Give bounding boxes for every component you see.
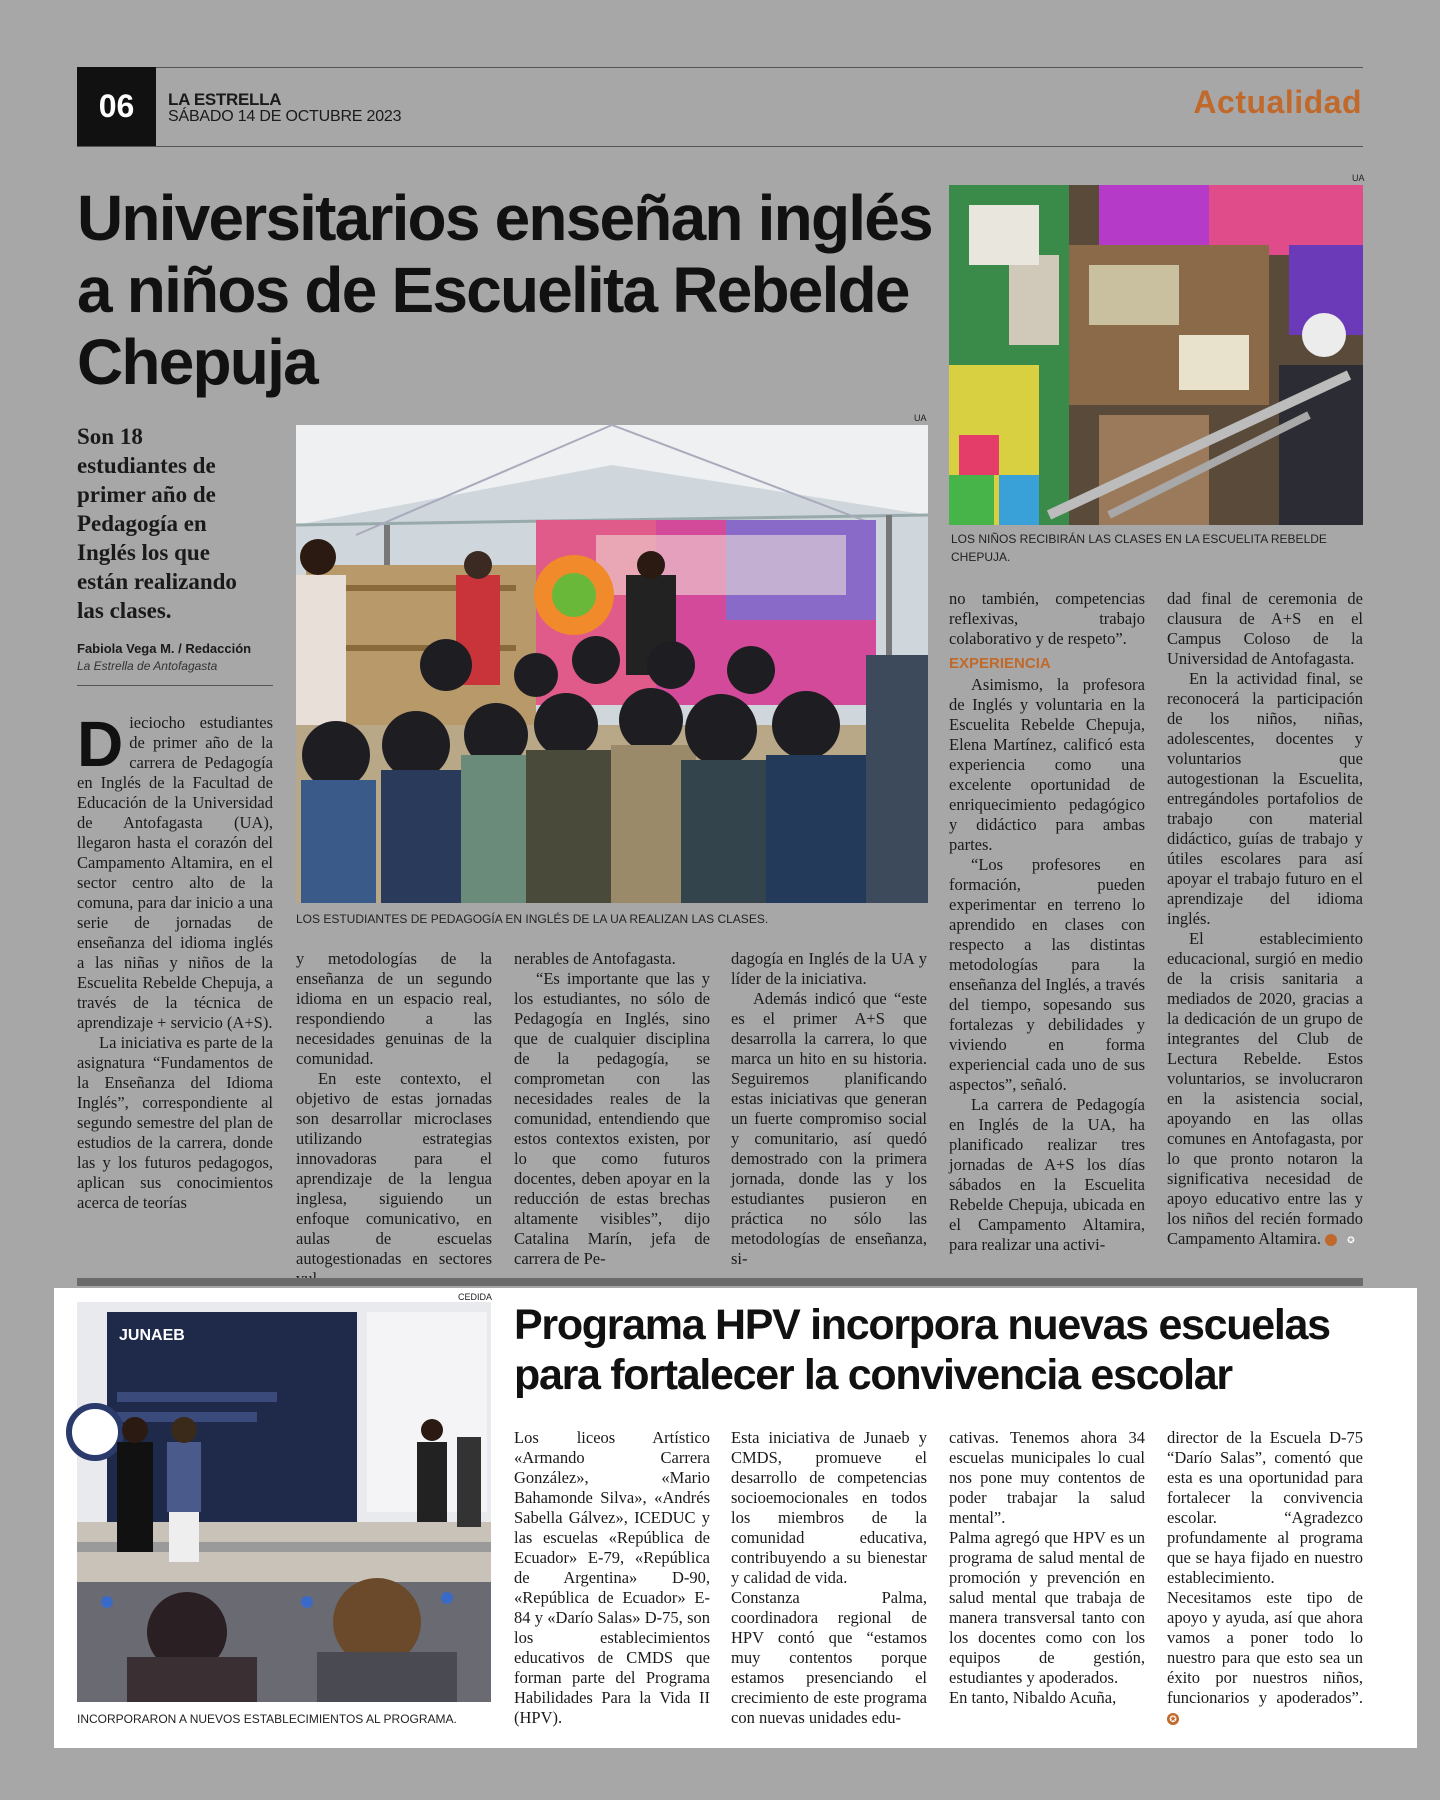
second-col3-p3: En tanto, Nibaldo Acuña, (949, 1688, 1117, 1707)
body-column-3 (514, 949, 710, 1271)
section-label: Actualidad (1193, 84, 1362, 120)
paper-date: SÁBADO 14 DE OCTUBRE 2023 (168, 108, 402, 125)
side-photo-illustration (949, 185, 1363, 525)
second-photo (77, 1302, 491, 1702)
main-photo (296, 425, 928, 903)
body-column-5 (949, 589, 1145, 1271)
page-number: 06 (77, 67, 156, 146)
body-col5-p1: no también, competencias reflexivas, trabajo colaborativo y de respeto”. (949, 589, 1145, 648)
body-col6-p2: En la actividad final, se reconocerá la participación de los niños, niñas, adolescentes, docentes y voluntarios que autogestionan la Escuelita, entregándoles portafolios de trabajo con material didáctico, guías de trabajo y útiles escolares para así apoyar el trabajo futuro en el aprendizaje del idioma inglés. (1167, 669, 1363, 928)
second-photo-caption: INCORPORARON A NUEVOS ESTABLECIMIENTOS AL PROGRAMA. (77, 1712, 457, 1726)
body-column-2 (296, 949, 492, 1271)
end-mark-icon: ✪ (1325, 1234, 1337, 1246)
byline-outlet: La Estrella de Antofagasta (77, 659, 218, 673)
body-column-6 (1167, 589, 1363, 1271)
body-col5-p2: Asimismo, la profesora de Inglés y voluntaria en la Escuelita Rebelde Chepuja, Elena Martínez, calificó esta experiencia como una excelente oportunidad de enriquecimiento pedagógico y didáctico para ambas partes. (949, 675, 1145, 854)
deck: Son 18 estudiantes de primer año de Pedagogía en Inglés los que están realizando las clases. (77, 424, 237, 623)
body-col5-p3: “Los profesores en formación, pueden experimentar en terreno lo aprendido en clases con respecto a las distintas metodologías para la enseñanza del Inglés, a través del tiempo, sopesando sus fortalezas y debilidades y viviendo en forma experiencial cada uno de sus aspectos”, señaló. (949, 855, 1145, 1094)
second-col3-p2: Palma agregó que HPV es un programa de salud mental de promoción y prevención en salud mental que trabaja de manera transversal tanto con los docentes como con los equipos de gestión, estudiantes y apoderados. (949, 1528, 1145, 1687)
byline-rule (77, 685, 273, 686)
body-col1-p2: La iniciativa es parte de la asignatura “Fundamentos de la Enseñanza del Idioma Inglés”, correspondiente al segundo semestre del plan de estudios de la carrera, donde las y los futuros pedagogos, aplican sus conocimientos acerca de teorías (77, 1033, 273, 1212)
byline: Fabiola Vega M. / Redacción (77, 641, 252, 656)
body-col2-p2: En este contexto, el objetivo de estas jornadas son desarrollar microclases utilizando estrategias innovadoras para el aprendizaje de la lengua inglesa, siguiendo un enfoque comunicativo, en aulas de escuelas autogestionadas en sectores (296, 1069, 492, 1268)
body-column-4 (731, 949, 927, 1271)
subhead-experiencia: EXPERIENCIA (949, 655, 1051, 672)
end-mark-icon: ✪ (1167, 1713, 1179, 1725)
second-column-4 (1167, 1428, 1363, 1730)
second-col2-p2: Constanza Palma, coordinadora regional de HPV contó que “estamos muy contentos porque estamos presenciando el crecimiento de este programa con nuevas unidades edu- (731, 1588, 927, 1727)
body-col1-p1: ieciocho estudiantes de primer año de la carrera de Pedagogía en Inglés de la Facultad de Educación de la Universidad de Antofagasta (UA), llegaron hasta el corazón del Campamento Altamira, en el sector centro alto de la comuna, para dar inicio a una serie de jornadas de enseñanza del idioma inglés a las niñas y niños de la Escuelita Rebelde Chepuja, a través de la técnica de aprendizaje + servicio (A+S). (77, 713, 273, 1032)
second-column-1 (514, 1428, 710, 1730)
main-photo-illustration (296, 425, 928, 903)
second-col1: Los liceos Artístico «Armando Carrera González», «Mario Bahamonde Silva», «Andrés Sabella Gálvez», ICEDUC y las escuelas «República de Ecuador» E-79, «República de Argentina» D-90, «República de Ecuador» E-84 y «Darío Salas» D-75, son los establecimientos educativos de CMDS que forman parte del Programa Habilidades Para la Vida II (HPV). (514, 1428, 710, 1727)
second-column-3 (949, 1428, 1145, 1730)
second-photo-credit: CEDIDA (458, 1292, 493, 1302)
body-col3-p2: “Es importante que las y los estudiantes, no sólo de Pedagogía en Inglés, sino que de cualquier disciplina de la pedagogía, se comprometan con las necesidades reales de la comunidad, entendiendo que estos contextos existen, por lo que como futuros docentes, deben apoyar en la reducción de estas brechas altamente visibles”, dijo Catalina Marín, jefa de carrera de Pe- (514, 969, 710, 1268)
body-col3-p1: nerables de Antofagasta. (514, 949, 676, 968)
body-col4-p1: dagogía en Inglés de la UA y líder de la iniciativa. (731, 949, 927, 988)
paper-name: LA ESTRELLA (168, 90, 282, 109)
second-col3-p1: cativas. Tenemos ahora 34 escuelas municipales lo cual nos pone muy contentos de poder trabajar la salud mental”. (949, 1428, 1145, 1527)
story-divider (77, 1278, 1363, 1286)
second-photo-illustration (77, 1302, 491, 1702)
top-rule (77, 67, 1363, 68)
main-photo-credit: UA (914, 413, 927, 423)
second-col4: director de la Escuela D-75 “Darío Salas”, comentó que esta es una oportunidad para fortalecer la convivencia escolar. “Agradezco profundamente al programa que se haya fijado en nuestro establecimiento. Necesitamos este tipo de apoyo y ayuda, así que ahora vamos a poner todo lo nuestro para que esto sea un éxito por nuestros niños, funcionarios y apoderados”. (1167, 1428, 1363, 1707)
body-col4-p2: Además indicó que “este es el primer A+S que desarrolla la carrera, lo que marca un hito en su historia. Seguiremos planificando estas iniciativas que generan un fuerte compromiso social y comunitario, así quedó demostrado con la primera jornada, donde las y los estudiantes pusieron en práctica no sólo las metodologías de enseñanza, si- (731, 989, 927, 1268)
dropcap: D (77, 708, 124, 780)
second-headline: Programa HPV incorpora nuevas escuelas para fortalecer la convivencia escolar (514, 1301, 1330, 1399)
body-col5-p4: La carrera de Pedagogía en Inglés de la UA, ha planificado realizar tres jornadas de A+S los días sábados en la Escuelita Rebelde Chepuja, ubicada en el Campamento Altamira, para realizar una activi- (949, 1095, 1145, 1254)
main-photo-caption: LOS ESTUDIANTES DE PEDAGOGÍA EN INGLÉS DE LA UA REALIZAN LAS CLASES. (296, 912, 769, 926)
second-column-2 (731, 1428, 927, 1730)
body-column-1 (77, 708, 273, 1271)
body-col2-p1: y metodologías de la enseñanza de un segundo idioma en un espacio real, respondiendo a las necesidades genuinas de la comunidad. (296, 949, 492, 1068)
main-headline: Universitarios enseñan inglés a niños de Escuelita Rebelde Chepuja (77, 182, 932, 398)
body-col6-p1: dad final de ceremonia de clausura de A+S en el Campus Coloso de la Universidad de Antofagasta. (1167, 589, 1363, 668)
side-photo-credit: UA (1352, 173, 1365, 183)
side-photo-caption: LOS NIÑOS RECIBIRÁN LAS CLASES EN LA ESCUELITA REBELDE CHEPUJA. (951, 532, 1327, 564)
second-col2-p1: Esta iniciativa de Junaeb y CMDS, promueve el desarrollo de competencias socioemocionales en todos los miembros de la comunidad educativa, contribuyendo a su bienestar y calidad de vida. (731, 1428, 927, 1587)
header-rule (77, 146, 1363, 147)
body-col6-p3: El establecimiento educacional, surgió en medio de la crisis sanitaria a mediados de 2020, gracias a la dedicación de un grupo de integrantes del Club de Lectura Rebelde. Estos voluntarios, se involucraron en la asistencia social, apoyando en las ollas comunes en Antofagasta, por lo que pronto notaron la significativa necesidad de apoyo educativo entre las y los niños del recién formado Campamento Altamira. (1167, 929, 1363, 1248)
screen-brand-text: JUNAEB (119, 1327, 185, 1344)
side-photo (949, 185, 1363, 525)
